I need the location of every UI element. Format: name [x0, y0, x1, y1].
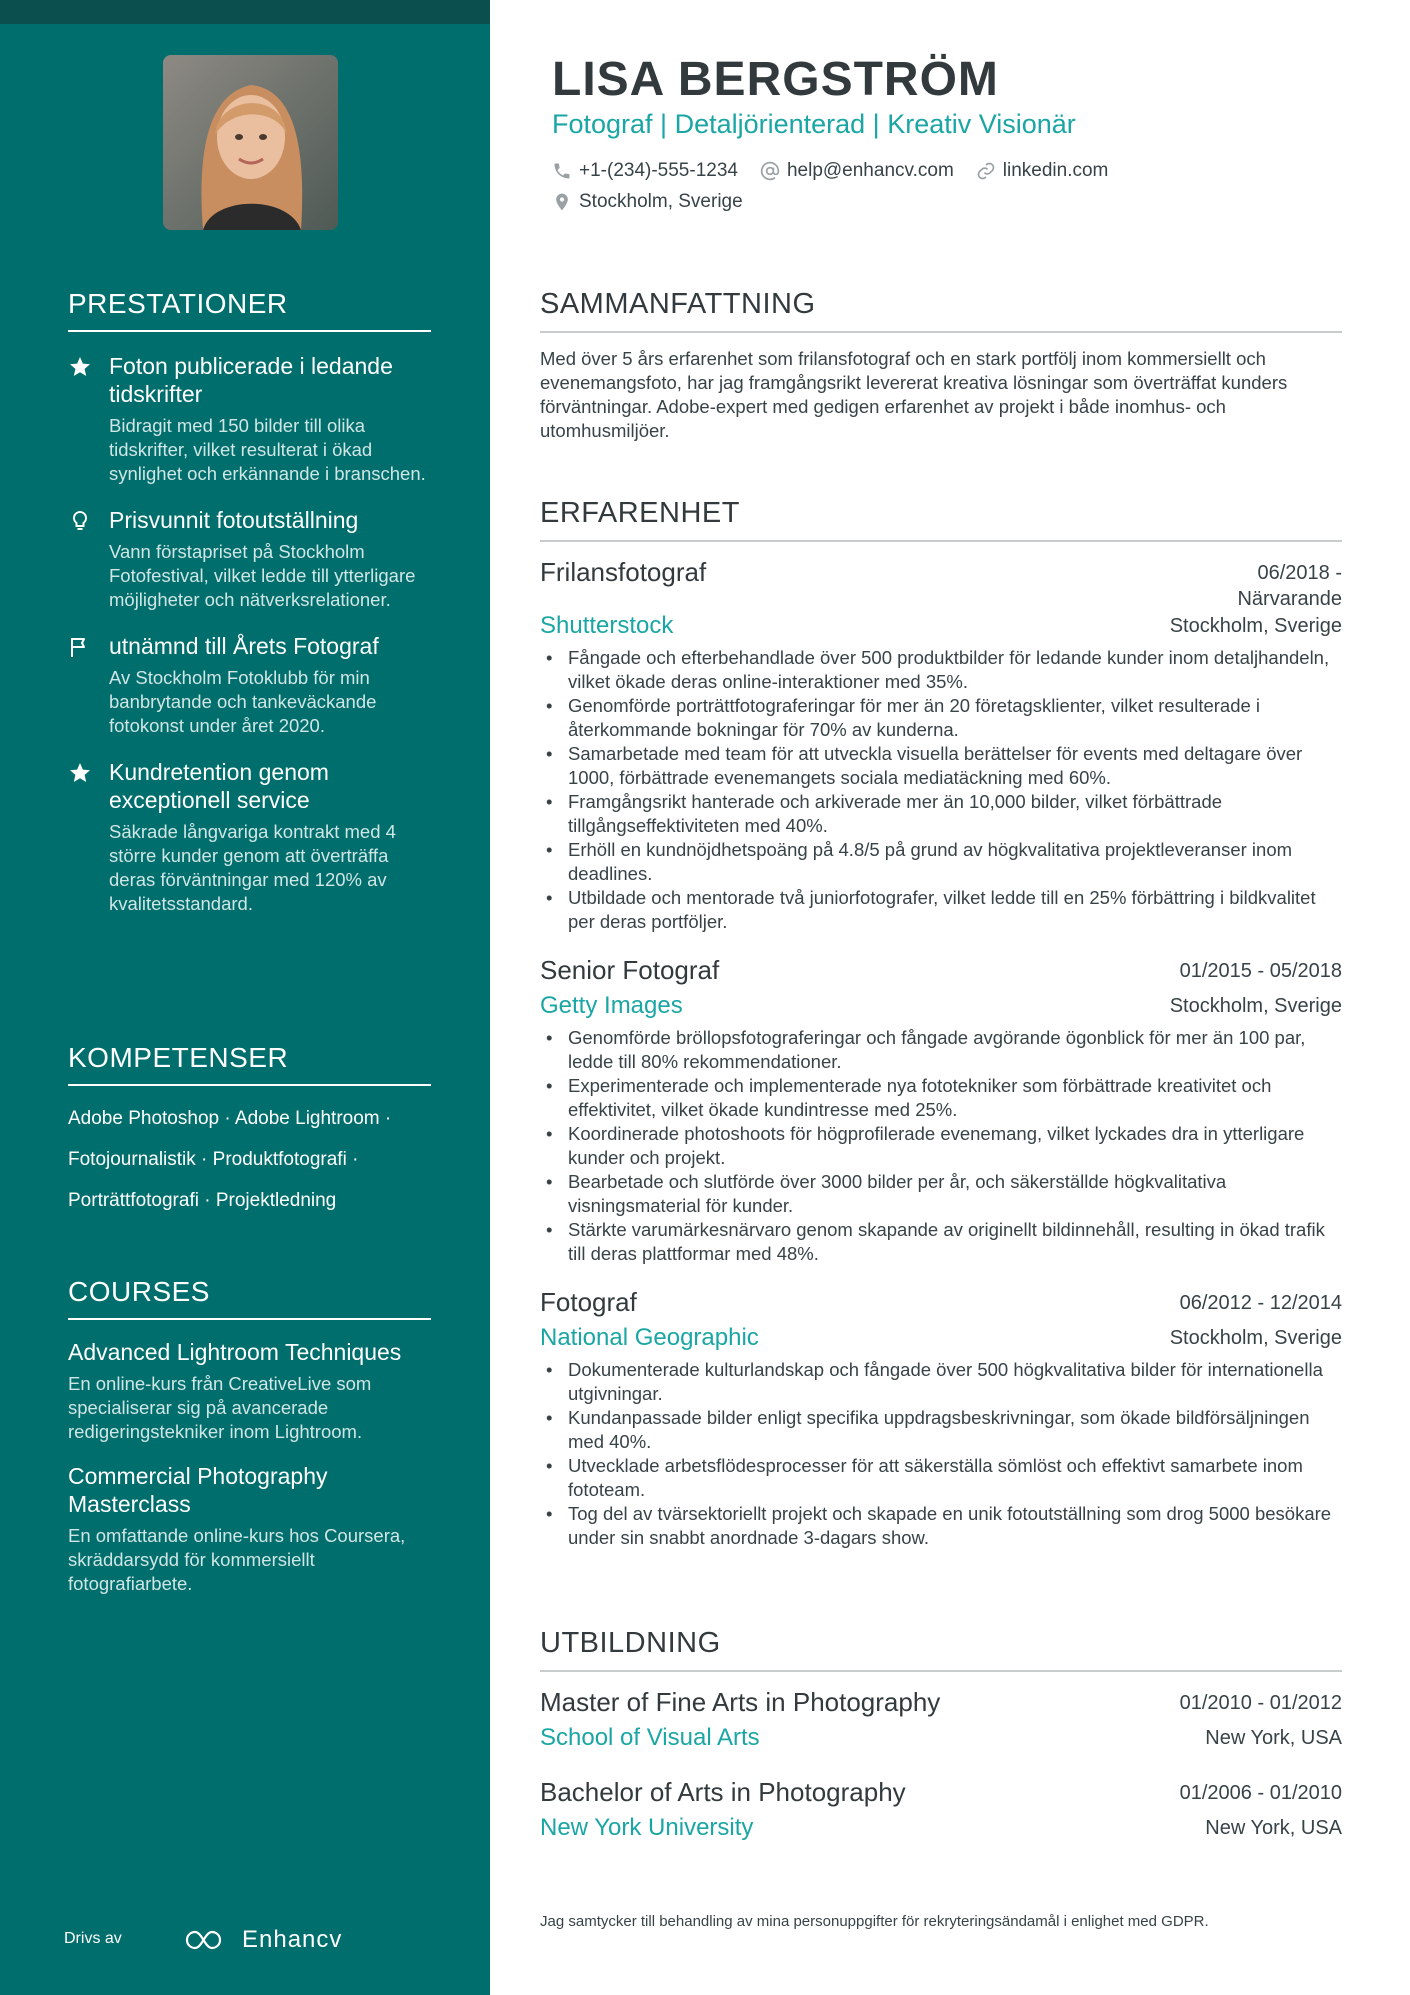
- achievement-title: Kundretention genom exceptionell service: [109, 759, 329, 813]
- job-date: [1237, 556, 1342, 612]
- job-bullets: [540, 646, 1342, 934]
- job-date-end: Närvarande: [1237, 588, 1342, 610]
- achievement-title: Foton publicerade i ledande tidskrifter: [109, 353, 393, 407]
- job-location: Stockholm, Sverige: [1169, 994, 1342, 1017]
- summary-text: Med över 5 års erfarenhet som frilansfotograf och en stark portfölj inom kommersiellt och evenemangsfoto, har jag framgångsrikt levererat kreativa lösningar som överträffat kunders förväntningar. Adobe-expert med gedigen erfarenhet av projekt i både inomhus- och utomhusmiljöer.: [540, 348, 1288, 441]
- tagline: Fotograf | Detaljörienterad | Kreativ Visionär: [552, 109, 1076, 139]
- education-entry: [540, 1686, 1342, 1752]
- course-title: Commercial Photography Masterclass: [68, 1463, 328, 1517]
- job-title: Frilansfotograf: [540, 557, 707, 587]
- achievement-title: Prisvunnit fotoutställning: [109, 507, 359, 533]
- job-date: 06/2012 - 12/2014: [1179, 1292, 1342, 1314]
- skills-section: [68, 1042, 431, 1221]
- job-title: Senior Fotograf: [540, 955, 720, 985]
- website-contact[interactable]: [976, 160, 1109, 182]
- job-entry: [540, 556, 1342, 934]
- location-text: Stockholm, Sverige: [579, 191, 743, 212]
- achievement-description: Bidragit med 150 bilder till olika tidskrifter, vilket resulterat i ökad synlighet och erkännande i branschen.: [109, 415, 426, 484]
- job-bullet: • Bearbetade och slutförde över 3000 bilder per år, och säkerställde högkvalitativa visningsmaterial för kunder.: [540, 1170, 1342, 1218]
- course-item: [68, 1338, 431, 1444]
- location-row: [552, 191, 743, 213]
- achievement-title: utnämnd till Årets Fotograf: [109, 633, 379, 659]
- job-date: 01/2015 - 05/2018: [1179, 960, 1342, 982]
- job-bullet: • Samarbetade med team för att utveckla visuella berättelser för events med deltagare över 1000, förbättrade evenemangets sociala mediatäckning med 60%.: [540, 742, 1342, 790]
- job-bullets: [540, 1358, 1342, 1550]
- job-bullet: • Stärkte varumärkesnärvaro genom skapande av originellt bildinnehåll, resulting in ökad trafik till deras plattformar med 48%.: [540, 1218, 1342, 1266]
- education-title: UTBILDNING: [540, 1627, 1342, 1672]
- brand-name: Enhancv: [242, 1926, 343, 1953]
- course-item: [68, 1462, 431, 1596]
- enhancv-logo-icon: [184, 1928, 230, 1952]
- achievements-section: [68, 288, 431, 916]
- sidebar-top-bar: [0, 0, 490, 24]
- school-name: School of Visual Arts: [540, 1724, 760, 1751]
- phone-text: +1-(234)-555-1234: [579, 160, 738, 181]
- location-pin-icon: [552, 192, 572, 212]
- company-name: Shutterstock: [540, 612, 674, 639]
- summary-title: SAMMANFATTNING: [540, 288, 1342, 333]
- gdpr-consent-note: Jag samtycker till behandling av mina personuppgifter för rekryteringsändamål i enlighet med GDPR.: [540, 1913, 1209, 1930]
- link-icon: [976, 161, 996, 181]
- profile-photo: [163, 55, 338, 230]
- job-bullet: • Genomförde bröllopsfotograferingar och fångade avgörande ögonblick för mer än 100 par, ledde till 80% rekommendationer.: [540, 1026, 1342, 1074]
- company-name: Getty Images: [540, 992, 683, 1019]
- education-section: [540, 1627, 1342, 1842]
- achievement-item: [68, 632, 431, 738]
- summary-section: [540, 288, 1342, 443]
- course-title: Advanced Lightroom Techniques: [68, 1339, 402, 1365]
- job-date-start: 06/2018 -: [1257, 562, 1342, 584]
- job-bullet: • Utbildade och mentorade två juniorfotografer, vilket ledde till en 25% förbättring i bildkvalitet per deras portföljer.: [540, 886, 1342, 934]
- degree-title: Master of Fine Arts in Photography: [540, 1687, 941, 1717]
- job-bullet: • Utvecklade arbetsflödesprocesser för att säkerställa sömlöst och effektivt samarbete inom fototeam.: [540, 1454, 1342, 1502]
- star-icon: [68, 761, 92, 785]
- candidate-name: LISA BERGSTRÖM: [552, 53, 999, 106]
- skills-line: Porträttfotografi · Projektledning: [68, 1190, 337, 1211]
- website-text: linkedin.com: [1002, 160, 1109, 181]
- courses-section: [68, 1276, 431, 1596]
- school-name: New York University: [540, 1814, 754, 1841]
- education-date: 01/2010 - 01/2012: [1179, 1692, 1342, 1714]
- education-date: 01/2006 - 01/2010: [1179, 1782, 1342, 1804]
- job-bullet: • Kundanpassade bilder enligt specifika uppdragsbeskrivningar, som ökade bildförsäljningen med 40%.: [540, 1406, 1342, 1454]
- email-contact[interactable]: [760, 160, 954, 182]
- experience-title: ERFARENHET: [540, 497, 1342, 542]
- achievement-item: [68, 758, 431, 916]
- job-bullets: [540, 1026, 1342, 1266]
- degree-title: Bachelor of Arts in Photography: [540, 1777, 906, 1807]
- job-location: Stockholm, Sverige: [1169, 1326, 1342, 1349]
- course-description: En omfattande online-kurs hos Coursera, skräddarsydd för kommersiellt fotografiarbete.: [68, 1525, 406, 1594]
- job-entry: [540, 954, 1342, 1266]
- achievement-item: [68, 506, 431, 612]
- job-bullet: • Fångade och efterbehandlade över 500 produktbilder för ledande kunder inom detaljhandeln, vilket ökade deras online-interaktioner med 35%.: [540, 646, 1342, 694]
- achievement-item: [68, 352, 431, 486]
- achievement-description: Av Stockholm Fotoklubb för min banbrytande och tankeväckande fotokonst under året 2020.: [109, 667, 377, 736]
- education-location: New York, USA: [1205, 1726, 1342, 1749]
- job-entry: [540, 1286, 1342, 1550]
- achievement-description: Vann förstapriset på Stockholm Fotofestival, vilket ledde till ytterligare möjligheter och nätverksrelationer.: [109, 541, 416, 610]
- job-bullet: • Tog del av tvärsektoriellt projekt och skapade en unik fotoutställning som drog 5000 besökare under sin snabbt anordnade 3-dagars show.: [540, 1502, 1342, 1550]
- skills-line: Fotojournalistik · Produktfotografi ·: [68, 1149, 359, 1170]
- job-bullet: • Dokumenterade kulturlandskap och fångade över 500 högkvalitativa bilder för internationella utgivningar.: [540, 1358, 1342, 1406]
- phone-icon: [552, 161, 572, 181]
- courses-title: COURSES: [68, 1276, 431, 1320]
- job-bullet: • Koordinerade photoshoots för högprofilerade evenemang, vilket lyckades dra in ytterligare kunder och projekt.: [540, 1122, 1342, 1170]
- job-location: Stockholm, Sverige: [1169, 614, 1342, 637]
- experience-section: [540, 497, 1342, 1550]
- job-bullet: • Genomförde porträttfotograferingar för mer än 20 företagsklienter, vilket resulterade i återkommande bokningar för 70% av kunderna.: [540, 694, 1342, 742]
- achievement-description: Säkrade långvariga kontrakt med 4 större kunder genom att överträffa deras förväntningar med 120% av kvalitetsstandard.: [109, 821, 396, 914]
- profile-photo-image: [163, 55, 338, 230]
- achievements-title: PRESTATIONER: [68, 288, 431, 332]
- job-bullet: • Erhöll en kundnöjdhetspoäng på 4.8/5 på grund av högkvalitativa projektleveranser inom deadlines.: [540, 838, 1342, 886]
- lightbulb-icon: [68, 509, 92, 533]
- skills-title: KOMPETENSER: [68, 1042, 431, 1086]
- phone-contact[interactable]: [552, 160, 738, 182]
- course-description: En online-kurs från CreativeLive som specialiserar sig på avancerade redigeringstekniker inom Lightroom.: [68, 1373, 372, 1442]
- job-bullet: • Framgångsrikt hanterade och arkiverade mer än 10,000 bilder, vilket förbättrade tillgångseffektiviteten med 40%.: [540, 790, 1342, 838]
- company-name: National Geographic: [540, 1324, 759, 1351]
- sidebar: [0, 0, 490, 1995]
- powered-by-label: Drivs av: [64, 1930, 122, 1947]
- flag-icon: [68, 635, 92, 659]
- job-title: Fotograf: [540, 1287, 637, 1317]
- email-text: help@enhancv.com: [786, 160, 954, 181]
- at-sign-icon: [760, 161, 780, 181]
- job-bullet: • Experimenterade och implementerade nya fototekniker som förbättrade kreativitet och effektivitet, vilket ökade kundintresse med 25%.: [540, 1074, 1342, 1122]
- education-location: New York, USA: [1205, 1816, 1342, 1839]
- skills-line: Adobe Photoshop · Adobe Lightroom ·: [68, 1108, 392, 1129]
- skills-list: [68, 1098, 431, 1221]
- education-entry: [540, 1776, 1342, 1842]
- location-contact: [552, 191, 743, 213]
- brand-logo[interactable]: [184, 1926, 342, 1954]
- star-icon: [68, 355, 92, 379]
- contact-row: [552, 160, 1108, 182]
